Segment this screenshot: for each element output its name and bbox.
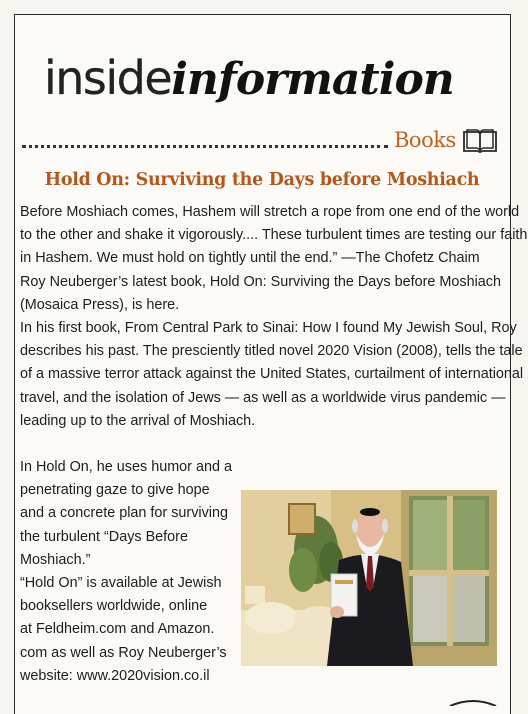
author-photo [241,490,497,666]
body-line: describes his past. The presciently titled novel 2020 Vision (2008), tells the tale [20,343,523,360]
body-line: In Hold On, he uses humor and a [20,459,232,475]
body-line: leading up to the arrival of Moshiach. [20,412,256,429]
body-line: travel, and the isolation of Jews — as well as a worldwide virus pandemic — [20,389,506,406]
body-line: (Mosaica Press), is here. [20,296,180,313]
masthead-light-word: inside [44,51,172,105]
dotted-rule [22,145,388,148]
section-header [22,128,502,154]
body-line: “Hold On” is available at Jewish [20,575,222,592]
body-line: at Feldheim.com and Amazon. [20,621,215,638]
body-line: Before Moshiach comes, Hashem will stretch a rope from one end of the world [20,204,520,220]
masthead-bold-word: information [171,54,454,105]
body-line: of a massive terror attack against the United States, curtailment of international [20,366,524,383]
masthead [44,50,454,106]
article-body [20,201,528,433]
body-line: penetrating gaze to give hope [20,482,210,499]
body-line: website: www.2020vision.co.il [20,667,210,684]
body-line: in Hashem. We must hold on tightly until the end.” —The Chofetz Chaim [20,250,480,267]
body-line: and a concrete plan for surviving [20,505,228,522]
body-line: Roy Neuberger’s latest book, Hold On: Surviving the Days before Moshiach [20,273,501,290]
body-line: booksellers worldwide, online [20,598,208,615]
body-line: to the other and shake it vigorously.... These turbulent times are testing our faith [20,227,528,244]
page-corner-mark [448,698,498,706]
body-line: com as well as Roy Neuberger’s [20,644,227,661]
body-line: the turbulent “Days Before [20,528,188,545]
body-line: In his first book, From Central Park to Sinai: How I found My Jewish Soul, Roy [20,320,517,337]
article-headline: Hold On: Surviving the Days before Moshiach [44,170,480,190]
section-label: Books [394,128,456,152]
body-line: Moshiach.” [20,551,91,568]
open-book-icon [462,128,498,154]
article-body-narrow [20,456,240,688]
